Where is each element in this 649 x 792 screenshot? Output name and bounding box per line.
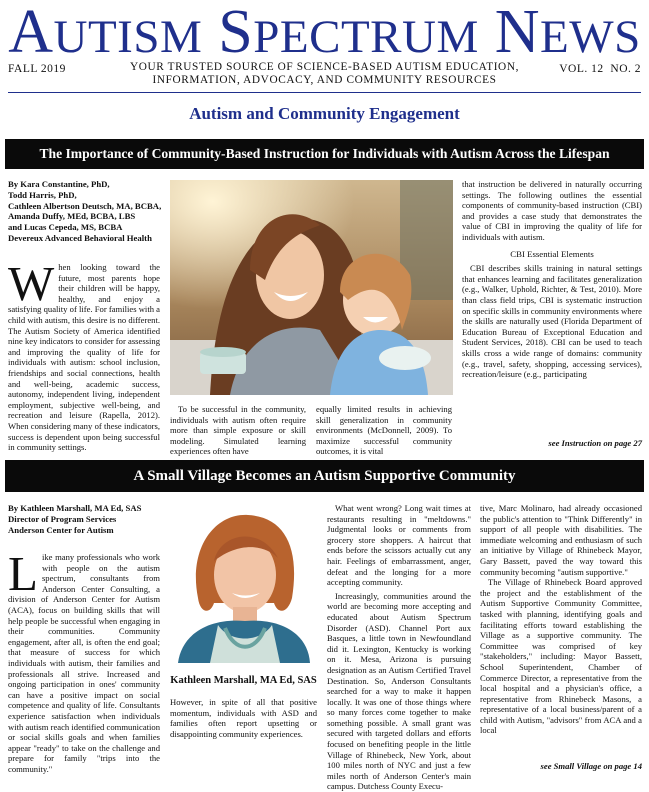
byline-line: Amanda Duffy, MEd, BCBA, LBS (8, 211, 136, 222)
masthead-title (0, 2, 649, 67)
article1-column-3 (316, 404, 452, 457)
article2-column-3 (327, 503, 471, 792)
article2-col3-text-a: What went wrong? Long wait times at restaurants resulting in "meltdowns." Judgmental looks or comments from grocery store shoppers. A haircut that ends before the scissors actually cut any hair. Feelings of embarrassment, anger, defeat and the longing for a more accepting community. (327, 503, 471, 588)
article1-col4-text-b: CBI describes skills training in natural settings that enhances learning and facilitates generalization (e.g., Walker, Uphold, Richter, & Test, 2010). More than class field trips, CBI is systematic instruction on specific skills in community environments where the skills are naturally used (Florida Department of Education Bureau of Exceptional Education and Student Services, 2018). CBI can be used to teach skills cross a wide range of domains: community (e.g., travel, safety, shopping, accessing services), recreation/leisure (e.g., participating (462, 263, 642, 380)
masthead-tagline-1: YOUR TRUSTED SOURCE OF SCIENCE-BASED AUTISM EDUCATION, (129, 61, 519, 73)
article1-dropcap: W (8, 256, 55, 311)
byline-line: By Kara Constantine, PhD, (8, 179, 110, 189)
article2-photo-caption: Kathleen Marshall, MA Ed, SAS (170, 675, 317, 686)
article1-column-4 (462, 179, 642, 380)
masthead-title-a: A (8, 0, 54, 66)
article2-title-bar (5, 460, 644, 492)
article1-col3-text: equally limited results in achieving skill generalization in community environments (McDonnell, 2009). To maximize successful community outcomes, it is vital (316, 404, 452, 457)
article2-col3-text-b: Increasingly, communities around the world are becoming more accepting and educated about Autism Spectrum Disorder (ASD). Channel Port aux Basques, a little town in Newfoundland did it. Lexington, Kentucky is working on it. Mesa, Arizona is pursuing designation as an Autism Certified Travel Destination. So, Anderson Consultants searched for a way to make it happen locally. It was one of those things where so many forces come together to make something possible. A small grant was secured with targeted dollars and efforts focused on benefiting people in the little Village of Rhinebeck, New York, about 100 miles north of NYC and just a few miles north of Anderson Center's main campus. Dutchess County Execu- (327, 590, 471, 792)
issue-volume: VOL. 12 NO. 2 (559, 63, 641, 75)
byline-line: Anderson Center for Autism (8, 524, 114, 535)
article1-column-1 (8, 256, 160, 453)
byline-line: Devereux Advanced Behavioral Health (8, 232, 152, 243)
article2-col4-text-b: The Village of Rhinebeck Board approved the project and the establishment of the Autism Supportive Community Committee, tasked with planning, identifying goals and facilitating efforts toward establishing the Village as a supportive community. The Committee was comprised of key "stakeholders," including: Mayor Bassett, School Superintendent, Chamber of Commerce Director, a representative from the local hospital and a physician's office, a representative from Rhinebeck Masons, a representative of a local business/parent of a child with Autism, "advisors" from ACA and a local (480, 577, 642, 736)
portrait-photo (170, 503, 317, 663)
byline-line: and Lucas Cepeda, MS, BCBA (8, 222, 123, 233)
masthead-title-ews: EWS (540, 11, 641, 63)
article1-col2-text: To be successful in the community, individuals with autism often require more than simple exposure or skill modeling. Simulated learning experiences often have (170, 404, 306, 457)
issue-date: FALL 2019 (8, 63, 66, 75)
article2-photo (170, 503, 317, 663)
article1-photo (170, 180, 453, 395)
article2-col4-text-a: tive, Marc Molinaro, had already occasioned the public's attention to "Think Differently" in support of all people with disabilities. The immediate welcoming and enthusiasm of such an initiative by Village of Rhinebeck Mayor, Gary Bassett, paved the way toward this community becoming "autism supportive." (480, 503, 642, 577)
article2-col2-text: However, in spite of all that positive momentum, individuals with ASD and families often report upsetting or disappointing community experiences. (170, 697, 317, 739)
article2-column-1 (8, 546, 160, 774)
article1-title: The Importance of Community-Based Instruction for Individuals with Autism Across the Lifespan (39, 146, 610, 161)
article2-byline (8, 503, 168, 535)
byline-line: Cathleen Albertson Deutsch, MA, BCBA, (8, 200, 162, 211)
masthead-rule (8, 92, 641, 93)
masthead-title-s: S (202, 0, 254, 66)
byline-line: Todd Harris, PhD, (8, 189, 77, 200)
byline-line: Director of Program Services (8, 513, 117, 524)
masthead-title-n: N (478, 0, 541, 66)
article2-title: A Small Village Becomes an Autism Supportive Community (133, 468, 516, 484)
article2-column-4 (480, 503, 642, 736)
masthead-tagline-2: INFORMATION, ADVOCACY, AND COMMUNITY RESOURCES (152, 74, 497, 86)
article1-col4-text-a: that instruction be delivered in naturally occurring settings. The following outlines the essential components of community-based instruction (CBI) and provides a case study that demonstrates the value of CBI in improving the quality of life for individuals with autism. (462, 179, 642, 242)
article2-column-2 (170, 697, 317, 739)
article1-byline (8, 179, 168, 244)
article1-column-2 (170, 404, 306, 457)
masthead-title-utism: UTISM (53, 11, 203, 63)
article2-col1-text: ike many professionals who work with people on the autism spectrum, consultants from Anderson Center Consulting, a division of Anderson Center for Autism (ACA), focus on building skills that will help people be successful when engaging in their communities. Community engagement, after all, is often the end goal; that measure of success for which individuals with autism, their families and professionals all strive. Increased and ongoing participation in ones' community can have a positive impact on social competence and quality of life. Consultants experience satisfaction when individuals with autism reach identified communication or social skills goals and when families appear "ready" to take on the challenge and prepare for family "trips into the community." (8, 552, 160, 774)
section-title: Autism and Community Engagement (189, 104, 460, 123)
byline-line: By Kathleen Marshall, MA Ed, SAS (8, 503, 142, 513)
masthead-title-pectrum: PECTRUM (253, 11, 479, 63)
article1-continued-link[interactable]: see Instruction on page 27 (548, 438, 642, 448)
article2-dropcap: L (8, 546, 38, 601)
article1-col4-subhead: CBI Essential Elements (510, 248, 594, 259)
mother-daughter-photo (170, 180, 453, 395)
article1-title-bar (5, 139, 644, 169)
article1-col1-text: hen looking toward the future, most parents hope their children will be happy, healthy, and enjoy a satisfying quality of life. For families with a child with autism, this desire is no different. The Autism Society of America identified nine key indicators to consider for assessing and improving the quality of life for individuals with autism: school inclusion, friendships and social connections, health and well-being, academic success, autonomy, independent living, independent employment, subjective well-being, and recreation and leisure (Rapella, 2012). When considering many of these indicators, success is dependent upon being successful in community settings. (8, 262, 160, 453)
article2-continued-link[interactable]: see Small Village on page 14 (540, 761, 642, 771)
